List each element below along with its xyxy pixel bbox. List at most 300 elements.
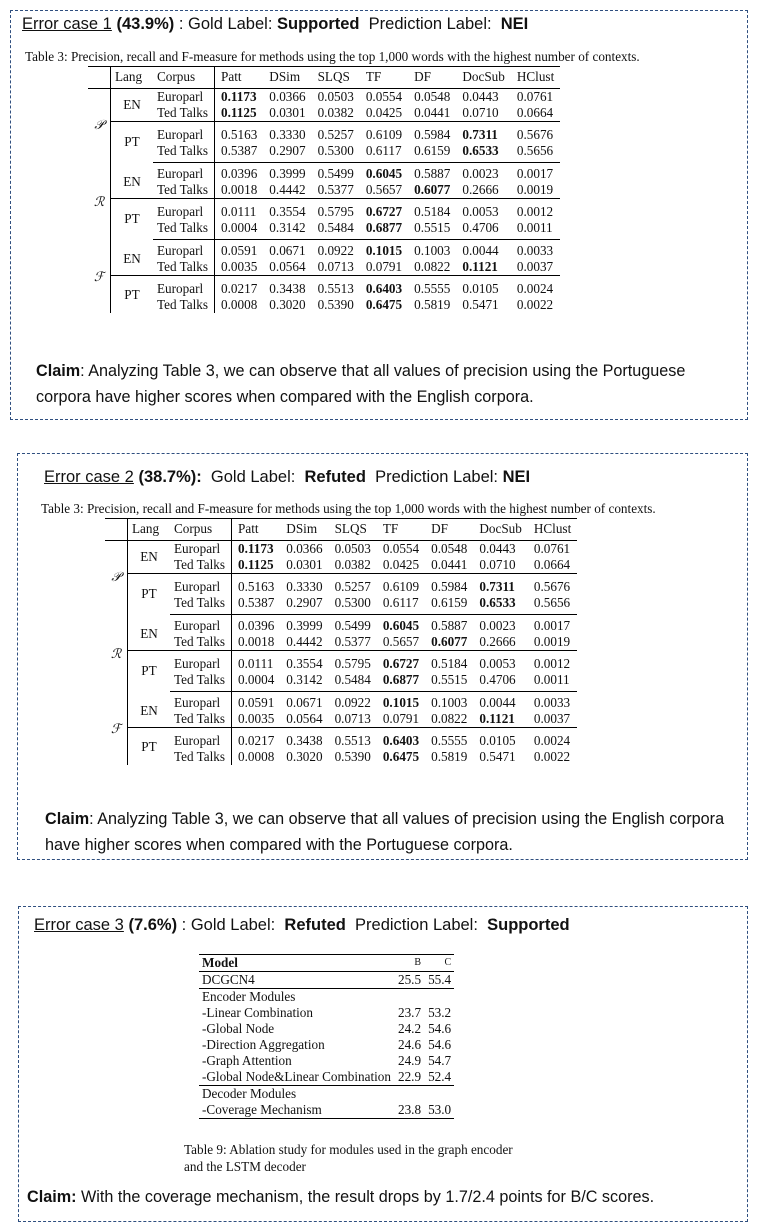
- value-cell: 0.0564: [269, 259, 306, 274]
- value-cell: 0.6109: [377, 574, 425, 596]
- value-cell: 0.5656: [528, 595, 577, 615]
- table3-header-docsub: DocSub: [456, 67, 511, 89]
- value-cell: 0.5819: [414, 297, 451, 312]
- value-cell: 0.0922: [317, 243, 354, 258]
- table3-header-metric: [105, 519, 128, 541]
- table3-header-row: [88, 67, 560, 89]
- error-case-1-panel: [10, 10, 748, 420]
- table9-model-cell: -Global Node&Linear Combination: [199, 1069, 394, 1086]
- value-cell: 0.0033: [533, 695, 571, 710]
- case-2-percent: (38.7%):: [138, 468, 202, 486]
- case-3-sep: :: [177, 916, 191, 934]
- value-cell: 0.5676: [528, 574, 577, 596]
- value-cell: 0.0548: [431, 541, 468, 556]
- table9-c-cell: [424, 989, 454, 1006]
- table9-c-cell: 53.0: [424, 1102, 454, 1119]
- table-row: [88, 163, 560, 183]
- value-cell: 0.5163: [232, 574, 281, 596]
- corpus-cell: Europarl: [174, 695, 221, 710]
- case-3-pred-label: Supported: [487, 916, 570, 934]
- corpus-cell: Europarl: [174, 618, 221, 633]
- value-cell: 0.5515: [425, 672, 473, 692]
- value-cell: 0.0053: [473, 651, 528, 673]
- table9-model-cell: -Coverage Mechanism: [199, 1102, 394, 1119]
- value-cell: 0.0554: [365, 89, 403, 104]
- value-cell: 0.6533: [456, 143, 511, 163]
- lang-label: EN: [111, 240, 154, 276]
- value-cell: 0.6159: [425, 595, 473, 615]
- value-cell: 0.0011: [511, 220, 560, 240]
- value-cell: 0.5984: [408, 122, 456, 144]
- value-cell: 0.0396: [215, 163, 264, 183]
- table-row: [105, 651, 577, 673]
- case-2-claim-prefix: Claim: [45, 810, 90, 828]
- value-cell: 0.0301: [286, 557, 323, 572]
- case-3-claim-text: With the coverage mechanism, the result drops by 1.7/2.4 points for B/C scores.: [76, 1188, 655, 1206]
- table9-b-cell: 23.8: [394, 1102, 424, 1119]
- table-row: [88, 220, 560, 240]
- table9-b-cell: [394, 989, 424, 1006]
- case-2-claim: [45, 806, 735, 858]
- lang-label: PT: [128, 728, 171, 766]
- table-row: [105, 634, 577, 651]
- value-cell: 0.0111: [215, 199, 264, 221]
- corpus-cell: Ted Talks: [174, 634, 226, 649]
- value-cell: 0.4706: [456, 220, 511, 240]
- value-cell: 0.0425: [382, 557, 420, 572]
- table9-model-cell: -Global Node: [202, 1021, 275, 1036]
- metric-label: ℛ: [110, 646, 122, 662]
- table-row: [105, 672, 577, 692]
- table3-header-metric: [88, 67, 111, 89]
- value-cell: 0.3330: [280, 574, 328, 596]
- table3-header-patt: Patt: [232, 519, 281, 541]
- value-cell: 0.0396: [232, 615, 281, 635]
- table-row: [88, 297, 560, 313]
- value-cell: 0.0713: [317, 259, 354, 274]
- value-cell: 0.0554: [382, 541, 420, 556]
- value-cell: 0.0301: [269, 105, 306, 120]
- case-2-pred-prefix: Prediction Label:: [375, 468, 503, 486]
- value-cell: 0.0822: [414, 259, 451, 274]
- case-3-title: Error case 3: [34, 916, 124, 934]
- table-row: [88, 259, 560, 276]
- table9-row: [199, 1021, 454, 1037]
- table9-b-cell: 24.9: [397, 1053, 422, 1068]
- lang-label: EN: [111, 89, 154, 122]
- value-cell: 0.3438: [263, 276, 311, 298]
- value-cell: 0.5390: [334, 749, 371, 764]
- table9-header-model: Model: [199, 955, 394, 972]
- case-3-pred-prefix: Prediction Label:: [355, 916, 483, 934]
- value-cell: 0.5819: [431, 749, 468, 764]
- value-cell: 0.0217: [215, 276, 264, 298]
- table9-b-cell: 22.9: [394, 1069, 424, 1086]
- table9-model-cell: -Direction Aggregation: [202, 1037, 325, 1052]
- value-cell: 0.5484: [329, 672, 377, 692]
- case-2-gold-prefix: Gold Label:: [210, 468, 300, 486]
- value-cell: 0.1173: [232, 541, 281, 558]
- value-cell: 0.3020: [286, 749, 323, 764]
- value-cell: 0.0441: [431, 557, 468, 572]
- value-cell: 0.1003: [414, 243, 451, 258]
- value-cell: 0.5656: [511, 143, 560, 163]
- case-2-header: [44, 468, 530, 487]
- value-cell: 0.6159: [408, 143, 456, 163]
- case-2-table3-grid: [105, 518, 577, 765]
- table3-header-dsim: DSim: [280, 519, 328, 541]
- value-cell: 0.6045: [382, 618, 420, 633]
- table9-model-cell: Encoder Modules: [202, 989, 296, 1004]
- value-cell: 0.5377: [317, 182, 354, 197]
- value-cell: 0.5184: [425, 651, 473, 673]
- table3-header-docsub: DocSub: [473, 519, 528, 541]
- value-cell: 0.5387: [232, 595, 281, 615]
- table3-header-lang: Lang: [111, 67, 154, 89]
- value-cell: 0.1003: [431, 695, 468, 710]
- value-cell: 0.3020: [269, 297, 306, 312]
- value-cell: 0.0503: [317, 89, 354, 104]
- value-cell: 0.0018: [232, 634, 281, 651]
- metric-label: ℱ: [93, 269, 105, 285]
- value-cell: 0.6109: [360, 122, 408, 144]
- value-cell: 0.0035: [232, 711, 281, 728]
- table9-row: [199, 1069, 454, 1086]
- value-cell: 0.6117: [377, 595, 425, 615]
- value-cell: 0.2666: [479, 634, 516, 649]
- case-2-pred-label: NEI: [502, 468, 531, 486]
- corpus-cell: Ted Talks: [170, 595, 232, 615]
- value-cell: 0.0024: [511, 276, 560, 298]
- lang-label: EN: [128, 692, 171, 728]
- value-cell: 0.5471: [479, 749, 516, 764]
- table9-b-cell: 25.5: [394, 972, 424, 989]
- value-cell: 0.4442: [286, 634, 323, 649]
- value-cell: 0.0017: [516, 166, 554, 181]
- value-cell: 0.4706: [473, 672, 528, 692]
- value-cell: 0.0382: [317, 105, 354, 120]
- value-cell: 0.0053: [456, 199, 511, 221]
- value-cell: 0.0671: [286, 695, 323, 710]
- value-cell: 0.0008: [215, 297, 264, 313]
- table9-c-cell: 54.7: [428, 1053, 452, 1068]
- value-cell: 0.0822: [431, 711, 468, 726]
- value-cell: 0.0017: [533, 618, 571, 633]
- table-row: [88, 182, 560, 199]
- value-cell: 0.1121: [462, 259, 498, 274]
- table-row: [105, 749, 577, 765]
- table9-row: [199, 1102, 454, 1119]
- table9-c-cell: 55.4: [424, 972, 454, 989]
- table3-header-slqs: SLQS: [329, 519, 377, 541]
- value-cell: 0.0035: [215, 259, 264, 276]
- value-cell: 0.0018: [215, 182, 264, 199]
- error-case-3-panel: [18, 906, 748, 1222]
- table3-header-corpus: Corpus: [170, 519, 232, 541]
- value-cell: 0.0713: [334, 711, 371, 726]
- value-cell: 0.1015: [365, 243, 403, 258]
- value-cell: 0.0564: [286, 711, 323, 726]
- value-cell: 0.5257: [329, 574, 377, 596]
- table9-model-cell: Decoder Modules: [202, 1086, 297, 1101]
- corpus-cell: Ted Talks: [157, 105, 209, 120]
- value-cell: 0.6727: [360, 199, 408, 221]
- value-cell: 0.0105: [473, 728, 528, 750]
- value-cell: 0.0044: [479, 695, 516, 710]
- value-cell: 0.0710: [462, 105, 499, 120]
- corpus-cell: Europarl: [157, 243, 204, 258]
- value-cell: 0.0382: [334, 557, 371, 572]
- value-cell: 0.5390: [317, 297, 354, 312]
- table-row: [88, 199, 560, 221]
- value-cell: 0.0037: [516, 259, 554, 274]
- value-cell: 0.5555: [408, 276, 456, 298]
- case-1-claim-prefix: Claim: [36, 362, 81, 380]
- value-cell: 0.3142: [280, 672, 328, 692]
- value-cell: 0.5377: [334, 634, 371, 649]
- table3-header-hclust: HClust: [511, 67, 560, 89]
- corpus-cell: Europarl: [170, 651, 232, 673]
- value-cell: 0.5499: [334, 618, 371, 633]
- corpus-cell: Europarl: [170, 574, 232, 596]
- value-cell: 0.0217: [232, 728, 281, 750]
- value-cell: 0.3438: [280, 728, 328, 750]
- value-cell: 0.5499: [317, 166, 354, 181]
- corpus-cell: Europarl: [157, 89, 204, 104]
- value-cell: 0.5471: [462, 297, 499, 312]
- case-2-claim-text: : Analyzing Table 3, we can observe that all values of precision using the English corpora have higher scores when compared with the Portuguese corpora.: [45, 810, 725, 854]
- table-row: [88, 122, 560, 144]
- case-3-claim-prefix: Claim:: [27, 1188, 77, 1206]
- table-row: [88, 240, 560, 260]
- table3-caption: Table 3: Precision, recall and F-measure for methods using the top 1,000 words with the highest number of contexts.: [41, 501, 656, 516]
- corpus-cell: Ted Talks: [157, 259, 209, 274]
- value-cell: 0.0548: [414, 89, 451, 104]
- case-1-table3: [25, 49, 640, 313]
- value-cell: 0.0591: [232, 692, 281, 712]
- table3-header-df: DF: [408, 67, 456, 89]
- value-cell: 0.5300: [329, 595, 377, 615]
- value-cell: 0.0023: [462, 166, 499, 181]
- value-cell: 0.7311: [473, 574, 528, 596]
- value-cell: 0.3554: [280, 651, 328, 673]
- corpus-cell: Ted Talks: [153, 143, 215, 163]
- table9-row: [199, 972, 454, 989]
- value-cell: 0.0671: [269, 243, 306, 258]
- value-cell: 0.2907: [263, 143, 311, 163]
- value-cell: 0.5795: [312, 199, 360, 221]
- corpus-cell: Ted Talks: [170, 672, 232, 692]
- value-cell: 0.0664: [533, 557, 571, 572]
- value-cell: 0.5984: [425, 574, 473, 596]
- table9-row: [199, 1037, 454, 1053]
- value-cell: 0.0023: [479, 618, 516, 633]
- case-1-table3-grid: [88, 66, 560, 313]
- value-cell: 0.7311: [456, 122, 511, 144]
- value-cell: 0.4442: [269, 182, 306, 197]
- corpus-cell: Ted Talks: [174, 557, 226, 572]
- corpus-cell: Europarl: [170, 728, 232, 750]
- lang-label: EN: [128, 615, 171, 651]
- table3-header-corpus: Corpus: [153, 67, 215, 89]
- value-cell: 0.6877: [360, 220, 408, 240]
- value-cell: 0.2666: [462, 182, 499, 197]
- value-cell: 0.5795: [329, 651, 377, 673]
- value-cell: 0.6877: [377, 672, 425, 692]
- case-3-gold-prefix: Gold Label:: [190, 916, 280, 934]
- value-cell: 0.5555: [425, 728, 473, 750]
- corpus-cell: Ted Talks: [153, 220, 215, 240]
- value-cell: 0.5163: [215, 122, 264, 144]
- value-cell: 0.1125: [232, 557, 281, 574]
- value-cell: 0.3330: [263, 122, 311, 144]
- case-2-title: Error case 2: [44, 468, 134, 486]
- case-2-table3: [41, 501, 656, 765]
- table9-c-cell: 52.4: [424, 1069, 454, 1086]
- lang-label: PT: [111, 199, 154, 240]
- table9-c-cell: 53.2: [428, 1005, 452, 1020]
- value-cell: 0.6475: [382, 749, 420, 764]
- table3-header-df: DF: [425, 519, 473, 541]
- value-cell: 0.0791: [382, 711, 420, 726]
- value-cell: 0.0012: [511, 199, 560, 221]
- table9-b-cell: 24.2: [397, 1021, 422, 1036]
- case-1-pred-prefix: Prediction Label:: [368, 15, 497, 33]
- value-cell: 0.0591: [215, 240, 264, 260]
- value-cell: 0.0024: [528, 728, 577, 750]
- table9-c-cell: 54.6: [428, 1021, 452, 1036]
- value-cell: 0.0425: [365, 105, 403, 120]
- table9-caption: Table 9: Ablation study for modules used in the graph encoder and the LSTM decoder: [184, 1142, 513, 1174]
- value-cell: 0.0022: [533, 749, 571, 764]
- value-cell: 0.0664: [516, 105, 554, 120]
- value-cell: 0.6727: [377, 651, 425, 673]
- table-row: [88, 105, 560, 122]
- table9-model-cell: DCGCN4: [199, 972, 394, 989]
- value-cell: 0.2907: [280, 595, 328, 615]
- case-1-claim-text: : Analyzing Table 3, we can observe that all values of precision using the Portuguese corpora have higher scores when compared with the English corpora.: [36, 362, 686, 406]
- table-row: [105, 595, 577, 615]
- corpus-cell: Europarl: [153, 276, 215, 298]
- value-cell: 0.0012: [528, 651, 577, 673]
- case-1-header: [22, 15, 528, 34]
- table9-b-cell: [394, 1086, 424, 1103]
- metric-label: 𝒫: [94, 117, 104, 133]
- value-cell: 0.5515: [408, 220, 456, 240]
- case-1-claim: [36, 358, 736, 410]
- value-cell: 0.0791: [365, 259, 403, 274]
- table-row: [105, 615, 577, 635]
- value-cell: 0.6045: [365, 166, 403, 181]
- value-cell: 0.5887: [414, 166, 451, 181]
- table9-header-b: B: [394, 955, 424, 972]
- value-cell: 0.6077: [431, 634, 468, 649]
- table9-c-cell: [424, 1086, 454, 1103]
- table3-header-lang: Lang: [128, 519, 171, 541]
- value-cell: 0.6403: [377, 728, 425, 750]
- value-cell: 0.6533: [473, 595, 528, 615]
- corpus-cell: Europarl: [174, 541, 221, 556]
- corpus-cell: Ted Talks: [174, 711, 226, 726]
- table-row: [105, 728, 577, 750]
- value-cell: 0.3554: [263, 199, 311, 221]
- corpus-cell: Ted Talks: [157, 182, 209, 197]
- table-row: [88, 276, 560, 298]
- value-cell: 0.0022: [516, 297, 554, 312]
- value-cell: 0.1125: [215, 105, 264, 122]
- value-cell: 0.0366: [269, 89, 306, 104]
- value-cell: 0.0111: [232, 651, 281, 673]
- lang-label: EN: [128, 541, 171, 574]
- table9-b-cell: 24.6: [397, 1037, 422, 1052]
- case-1-gold-prefix: Gold Label:: [188, 15, 277, 33]
- value-cell: 0.1173: [215, 89, 264, 106]
- value-cell: 0.5513: [312, 276, 360, 298]
- value-cell: 0.0761: [533, 541, 571, 556]
- case-2-gold-label: Refuted: [304, 468, 366, 486]
- corpus-cell: Europarl: [153, 122, 215, 144]
- value-cell: 0.0710: [479, 557, 516, 572]
- corpus-cell: Ted Talks: [157, 297, 209, 312]
- value-cell: 0.0004: [232, 672, 281, 692]
- value-cell: 0.5257: [312, 122, 360, 144]
- table9-header-row: [199, 955, 454, 972]
- value-cell: 0.0019: [533, 634, 571, 649]
- table3-caption: Table 3: Precision, recall and F-measure for methods using the top 1,000 words with the highest number of contexts.: [25, 49, 640, 64]
- table3-header-hclust: HClust: [528, 519, 577, 541]
- lang-label: EN: [111, 163, 154, 199]
- value-cell: 0.0922: [334, 695, 371, 710]
- table-row: [105, 711, 577, 728]
- value-cell: 0.3142: [263, 220, 311, 240]
- table3-header-row: [105, 519, 577, 541]
- metric-label: ℱ: [110, 721, 122, 737]
- value-cell: 0.0008: [232, 749, 281, 765]
- case-3-claim: [27, 1184, 742, 1210]
- value-cell: 0.1121: [479, 711, 515, 726]
- value-cell: 0.0033: [516, 243, 554, 258]
- table9-model-cell: -Graph Attention: [202, 1053, 292, 1068]
- case-1-percent: (43.9%): [116, 15, 175, 33]
- value-cell: 0.0037: [533, 711, 571, 726]
- table-row: [88, 89, 560, 106]
- table9-row: [199, 989, 454, 1006]
- value-cell: 0.6475: [365, 297, 403, 312]
- table-row: [105, 557, 577, 574]
- value-cell: 0.6077: [414, 182, 451, 197]
- lang-label: PT: [111, 122, 154, 163]
- lang-label: PT: [128, 651, 171, 692]
- table3-header-tf: TF: [360, 67, 408, 89]
- table9-row: [199, 1053, 454, 1069]
- value-cell: 0.0761: [516, 89, 554, 104]
- value-cell: 0.5513: [329, 728, 377, 750]
- value-cell: 0.5387: [215, 143, 264, 163]
- case-1-gold-label: Supported: [277, 15, 360, 33]
- table3-header-patt: Patt: [215, 67, 264, 89]
- table-row: [88, 143, 560, 163]
- table-row: [105, 692, 577, 712]
- corpus-cell: Europarl: [157, 166, 204, 181]
- table9-model-cell: -Linear Combination: [202, 1005, 313, 1020]
- case-3-percent: (7.6%): [128, 916, 178, 934]
- value-cell: 0.5657: [365, 182, 403, 197]
- value-cell: 0.5887: [431, 618, 468, 633]
- value-cell: 0.5676: [511, 122, 560, 144]
- value-cell: 0.0019: [516, 182, 554, 197]
- lang-label: PT: [111, 276, 154, 314]
- value-cell: 0.3999: [269, 166, 306, 181]
